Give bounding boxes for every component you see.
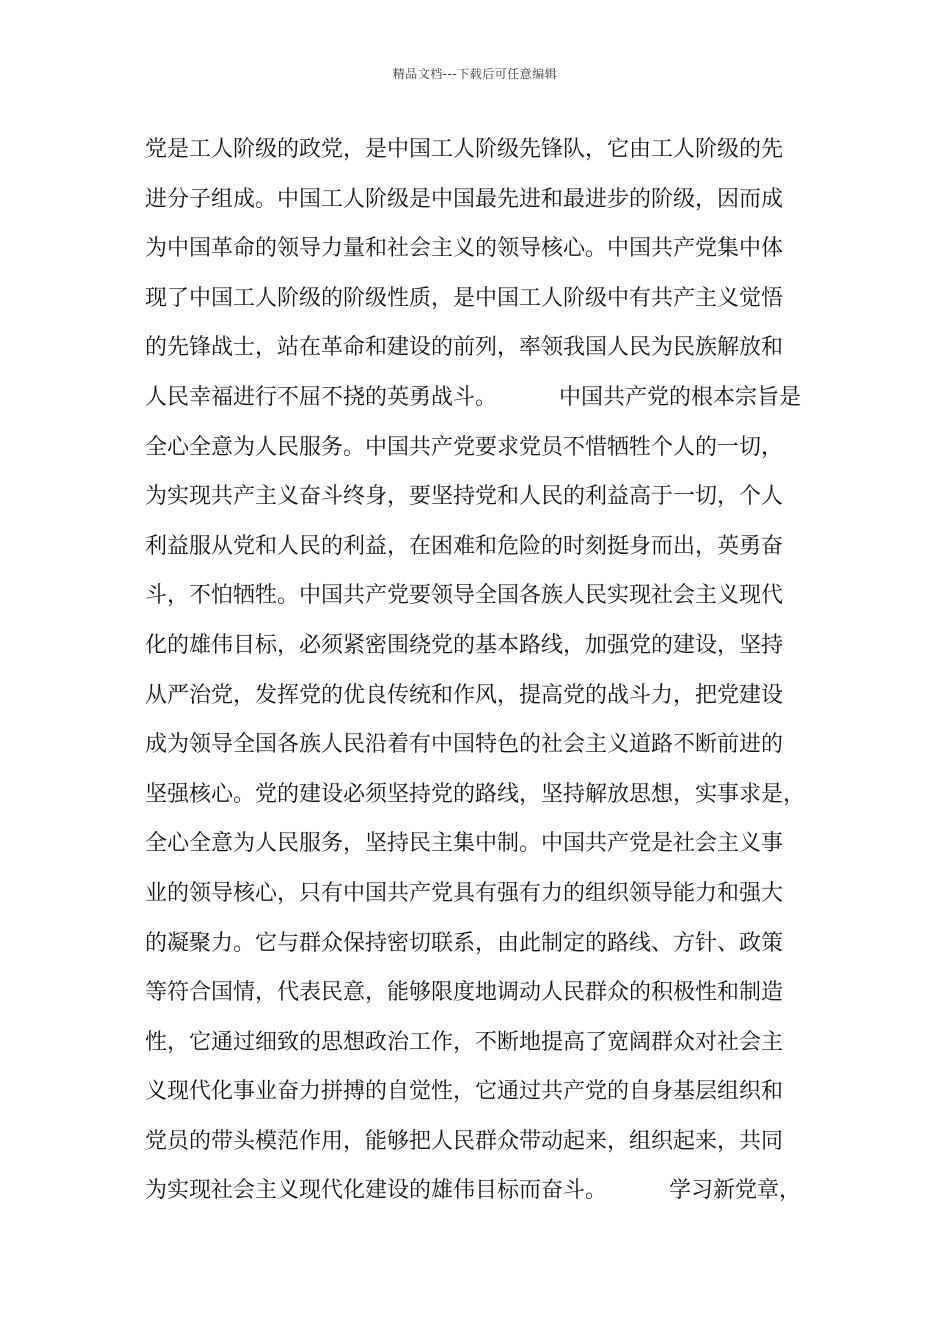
text-line: 化的雄伟目标，必须紧密围绕党的基本路线，加强党的建设，坚持 [145, 632, 784, 658]
text-line: 斗，不怕牺牲。中国共产党要领导全国各族人民实现社会主义现代 [145, 583, 784, 609]
text-line: 从严治党，发挥党的优良传统和作风，提高党的战斗力，把党建设 [145, 682, 784, 708]
text-line: 全心全意为人民服务。中国共产党要求党员不惜牺牲个人的一切， [145, 434, 784, 460]
text-line: 为实现共产主义奋斗终身，要坚持党和人民的利益高于一切，个人 [145, 484, 784, 510]
text-line: 的先锋战士，站在革命和建设的前列，率领我国人民为民族解放和 [145, 335, 784, 361]
text-line: 坚强核心。党的建设必须坚持党的路线，坚持解放思想，实事求是， [145, 781, 806, 807]
text-segment: 人民幸福进行不屈不挠的英勇战斗。 [145, 384, 498, 410]
text-line: 等符合国情，代表民意，能够限度地调动人民群众的积极性和制造 [145, 980, 784, 1006]
text-line: 义现代化事业奋力拼搏的自觉性，它通过共产党的自身基层组织和 [145, 1079, 784, 1105]
text-line: 业的领导核心，只有中国共产党具有强有力的组织领导能力和强大 [145, 880, 784, 906]
page-header: 精品文档---下载后可任意编辑 [392, 67, 558, 81]
document-body [145, 132, 825, 1223]
text-line: 利益服从党和人民的利益，在困难和危险的时刻挺身而出，英勇奋 [145, 533, 784, 559]
text-line: 的凝聚力。它与群众保持密切联系，由此制定的路线、方针、政策 [145, 930, 784, 956]
text-line: 现了中国工人阶级的阶级性质，是中国工人阶级中有共产主义觉悟 [145, 285, 784, 311]
text-line-with-paragraph-break [145, 380, 825, 430]
text-line: 为中国革命的领导力量和社会主义的领导核心。中国共产党集中体 [145, 236, 784, 262]
text-line: 党员的带头模范作用，能够把人民群众带动起来，组织起来，共同 [145, 1128, 784, 1154]
text-line: 党是工人阶级的政党，是中国工人阶级先锋队，它由工人阶级的先 [145, 137, 784, 162]
text-segment: 为实现社会主义现代化建设的雄伟目标而奋斗。 [145, 1178, 608, 1204]
text-line-with-paragraph-break [145, 1173, 825, 1223]
text-line: 性，它通过细致的思想政治工作，不断地提高了宽阔群众对社会主 [145, 1029, 784, 1055]
text-line: 全心全意为人民服务，坚持民主集中制。中国共产党是社会主义事 [145, 831, 784, 857]
text-line: 成为领导全国各族人民沿着有中国特色的社会主义道路不断前进的 [145, 732, 784, 758]
paragraph-start: 中国共产党的根本宗旨是 [559, 384, 802, 410]
text-line: 进分子组成。中国工人阶级是中国最先进和最进步的阶级，因而成 [145, 186, 784, 212]
paragraph-start: 学习新党章， [669, 1178, 802, 1204]
